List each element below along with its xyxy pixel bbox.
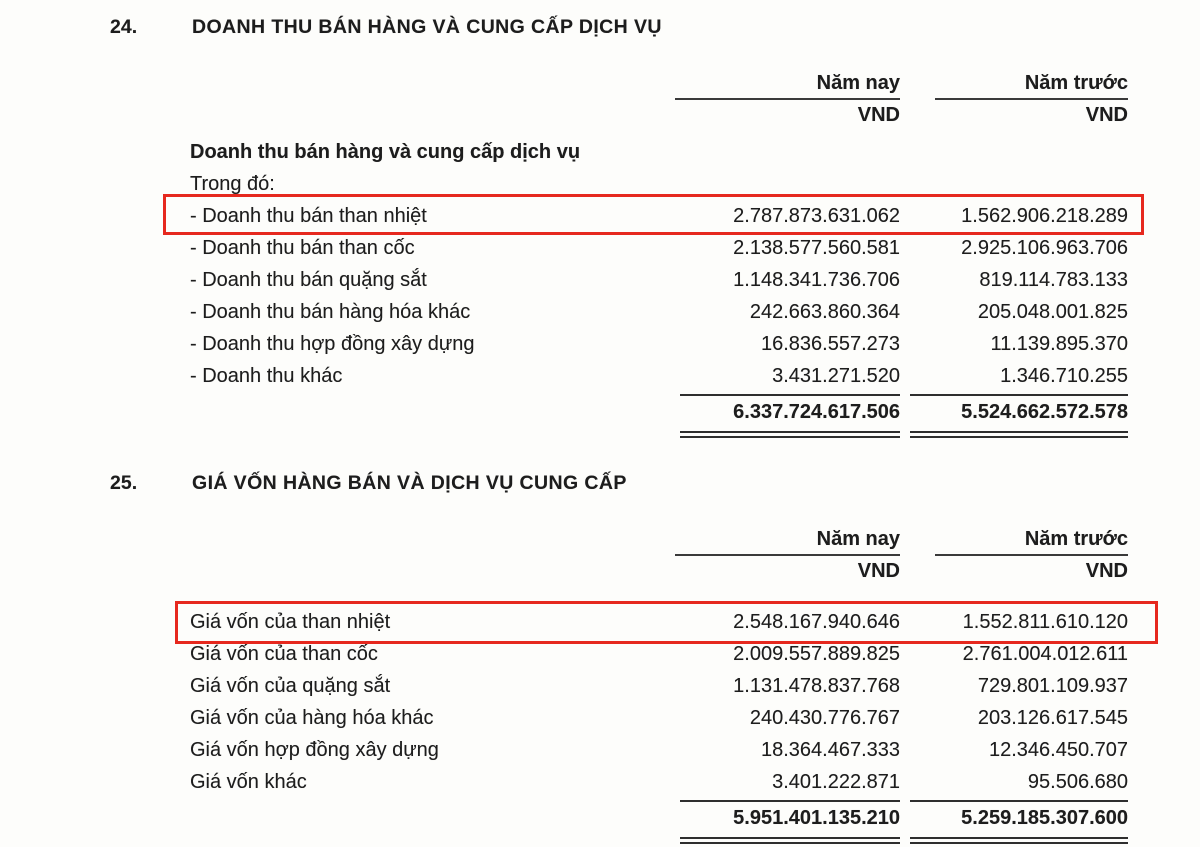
double-rule-row bbox=[190, 834, 1200, 844]
row-label: Giá vốn hợp đồng xây dựng bbox=[190, 739, 439, 761]
row-label: - Doanh thu bán than nhiệt bbox=[190, 205, 427, 227]
double-rule bbox=[680, 431, 900, 438]
row-label: Giá vốn của quặng sắt bbox=[190, 675, 391, 697]
table-row-quang-sat bbox=[190, 264, 1200, 296]
row-value-prior: 203.126.617.545 bbox=[977, 707, 1128, 729]
row-label: - Doanh thu bán quặng sắt bbox=[190, 269, 427, 291]
row-value-prior bbox=[900, 136, 1128, 168]
row-label: Trong đó: bbox=[190, 173, 275, 195]
column-unit-prior-year: VND bbox=[1085, 560, 1128, 582]
highlight-box-revenue-than-nhiet bbox=[163, 194, 1144, 235]
table-row-gia-von-hang-hoa-khac bbox=[190, 702, 1200, 734]
table-row-gia-von-xay-dung bbox=[190, 734, 1200, 766]
row-value-current: 242.663.860.364 bbox=[749, 301, 900, 323]
header-rule bbox=[935, 98, 1128, 100]
section-number: 24. bbox=[110, 16, 138, 38]
row-label: - Doanh thu bán than cốc bbox=[190, 237, 415, 259]
section-title-text: GIÁ VỐN HÀNG BÁN VÀ DỊCH VỤ CUNG CẤP bbox=[192, 472, 627, 494]
row-value-current: 2.548.167.940.646 bbox=[733, 611, 900, 633]
column-headers bbox=[190, 526, 1200, 584]
section-number: 25. bbox=[110, 472, 138, 494]
total-current-year: 6.337.724.617.506 bbox=[680, 394, 900, 428]
row-label: Doanh thu bán hàng và cung cấp dịch vụ bbox=[190, 141, 581, 163]
double-rule bbox=[910, 837, 1128, 844]
column-header-prior-year: Năm trước bbox=[1024, 528, 1128, 550]
row-label: - Doanh thu hợp đồng xây dựng bbox=[190, 333, 475, 355]
column-unit-current-year: VND bbox=[857, 104, 900, 126]
row-label: Giá vốn của than nhiệt bbox=[190, 611, 391, 633]
row-value-current: 1.148.341.736.706 bbox=[733, 269, 900, 291]
header-rule bbox=[935, 554, 1128, 556]
row-value-prior: 205.048.001.825 bbox=[977, 301, 1128, 323]
row-label: Giá vốn của than cốc bbox=[190, 643, 378, 665]
section-title bbox=[110, 14, 1200, 40]
table-row-than-coc bbox=[190, 232, 1200, 264]
table-row-gia-von-quang-sat bbox=[190, 670, 1200, 702]
double-rule bbox=[910, 431, 1128, 438]
row-value-prior: 729.801.109.937 bbox=[977, 675, 1128, 697]
row-value-prior: 95.506.680 bbox=[1027, 771, 1128, 793]
row-value-prior: 2.761.004.012.611 bbox=[962, 643, 1128, 665]
revenue-table-body bbox=[0, 136, 1200, 392]
section-title bbox=[110, 470, 1200, 496]
row-label: - Doanh thu khác bbox=[190, 365, 343, 387]
total-current-year: 5.951.401.135.210 bbox=[680, 800, 900, 834]
row-value-prior: 1.346.710.255 bbox=[1000, 365, 1128, 387]
row-value-current: 2.787.873.631.062 bbox=[733, 205, 900, 227]
row-value-prior: 11.139.895.370 bbox=[990, 333, 1128, 355]
column-header-prior-year: Năm trước bbox=[1024, 72, 1128, 94]
column-unit-current-year: VND bbox=[857, 560, 900, 582]
column-header-current-year: Năm nay bbox=[816, 72, 900, 94]
table-row-gia-von-khac bbox=[190, 766, 1200, 798]
row-label: Giá vốn của hàng hóa khác bbox=[190, 707, 434, 729]
header-rule bbox=[675, 554, 900, 556]
table-row-hang-hoa-khac bbox=[190, 296, 1200, 328]
column-header-current-year: Năm nay bbox=[816, 528, 900, 550]
table-row-khac bbox=[190, 360, 1200, 392]
row-label: Giá vốn khác bbox=[190, 771, 307, 793]
total-prior-year: 5.524.662.572.578 bbox=[910, 394, 1128, 428]
double-rule-row bbox=[190, 428, 1200, 438]
row-value-prior: 1.562.906.218.289 bbox=[961, 205, 1128, 227]
row-value-prior: 2.925.106.963.706 bbox=[961, 237, 1128, 259]
row-value-current: 16.836.557.273 bbox=[760, 333, 900, 355]
row-value-current: 3.431.271.520 bbox=[772, 365, 900, 387]
table-row-group-header bbox=[190, 136, 1200, 168]
row-value-current: 3.401.222.871 bbox=[772, 771, 900, 793]
row-value-current: 240.430.776.767 bbox=[749, 707, 900, 729]
row-value-prior: 819.114.783.133 bbox=[979, 269, 1128, 291]
row-value-current bbox=[680, 136, 900, 168]
section-25-cogs bbox=[0, 470, 1200, 844]
total-prior-year: 5.259.185.307.600 bbox=[910, 800, 1128, 834]
row-value-current: 2.009.557.889.825 bbox=[733, 643, 900, 665]
row-value-current: 18.364.467.333 bbox=[760, 739, 900, 761]
column-unit-prior-year: VND bbox=[1085, 104, 1128, 126]
column-headers bbox=[190, 70, 1200, 128]
total-row bbox=[190, 392, 1200, 428]
table-row-xay-dung bbox=[190, 328, 1200, 360]
section-title-text: DOANH THU BÁN HÀNG VÀ CUNG CẤP DỊCH VỤ bbox=[192, 16, 662, 38]
highlight-box-cogs-than-nhiet bbox=[175, 601, 1158, 644]
row-label: - Doanh thu bán hàng hóa khác bbox=[190, 301, 471, 323]
row-value-prior: 1.552.811.610.120 bbox=[962, 611, 1128, 633]
row-value-current: 2.138.577.560.581 bbox=[733, 237, 900, 259]
double-rule bbox=[680, 837, 900, 844]
row-value-current: 1.131.478.837.768 bbox=[733, 675, 900, 697]
row-value-prior: 12.346.450.707 bbox=[988, 739, 1128, 761]
total-row bbox=[190, 798, 1200, 834]
header-rule bbox=[675, 98, 900, 100]
